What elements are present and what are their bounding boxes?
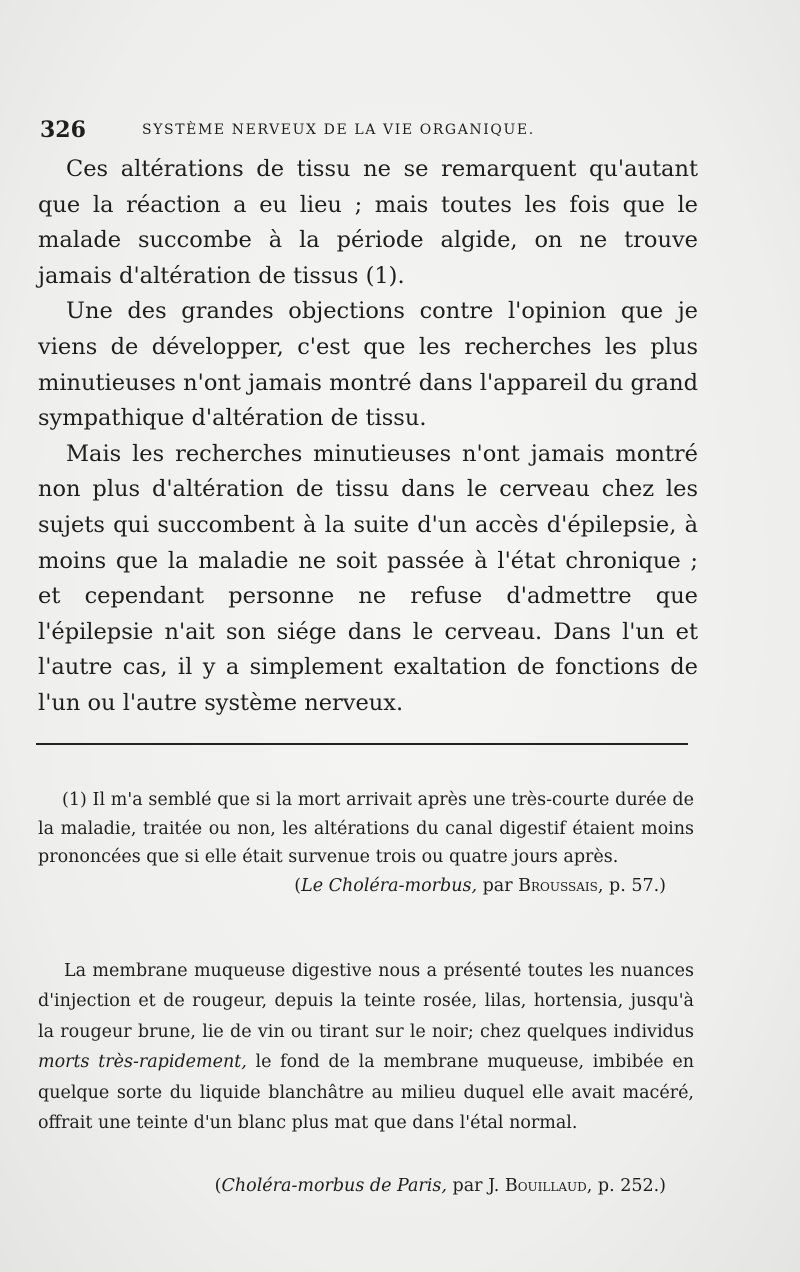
page-header: [40, 117, 720, 143]
page-number: 326: [40, 117, 86, 143]
quoted-passage: [38, 956, 694, 1138]
footnote-body: [38, 786, 694, 872]
footnote-divider: [36, 743, 688, 745]
citation-work-title: Le Choléra-morbus,: [301, 875, 478, 896]
paragraph-2: Une des grandes objections contre l'opinion que je viens de développer, c'est que les recherches les plus minutieuses n'ont jamais montré dans l'appareil du grand sympathique d'altération de tissu.: [38, 298, 698, 432]
footnote-citation: (Le Choléra-morbus, par Broussais, p. 57.): [294, 875, 666, 896]
quote-citation: (Choléra-morbus de Paris, par J. Bouillaud, p. 252.): [214, 1176, 666, 1196]
citation-author: Broussais: [518, 875, 598, 896]
footnote-mark: (1): [62, 790, 87, 810]
quote-citation-work-title: Choléra-morbus de Paris,: [221, 1176, 447, 1196]
running-title: SYSTÈME NERVEUX DE LA VIE ORGANIQUE.: [142, 122, 535, 138]
quote-emphasis: morts très-rapidement,: [38, 1052, 247, 1073]
quote-body: La membrane muqueuse digestive nous a présenté toutes les nuances d'injection et de rougeur, depuis la teinte rosée, lilas, hortensia, jusqu'à la rougeur brune, lie de vin ou tirant sur le noir; chez quelques individus morts très-rapidement, le fond de la membrane muqueuse, imbibée en quelque sorte du liquide blanchâtre au milieu duquel elle avait macéré, offrait une teinte d'un blanc plus mat que dans l'étal normal.: [38, 961, 694, 1134]
paragraph-3: Mais les recherches minutieuses n'ont jamais montré non plus d'altération de tissu dans le cerveau chez les sujets qui succombent à la suite d'un accès d'épilepsie, à moins que la maladie ne soit passée à l'état chronique ; et cependant personne ne refuse d'admettre que l'épilepsie n'ait son siége dans le cerveau. Dans l'un et l'autre cas, il y a simplement exaltation de fonctions de l'un ou l'autre système nerveux.: [38, 440, 698, 716]
paragraph-1: Ces altérations de tissu ne se remarquent qu'autant que la réaction a eu lieu ; mais toutes les fois que le malade succombe à la période algide, on ne trouve jamais d'altération de tissus (1).: [38, 156, 698, 289]
footnote: [38, 786, 694, 900]
quote-citation-author: Bouillaud: [504, 1176, 587, 1196]
footnote-text: Il m'a semblé que si la mort arrivait après une très-courte durée de la maladie, traitée ou non, les altérations du canal digestif étaient moins prononcées que si elle était survenue trois ou quatre jours après.: [38, 790, 694, 868]
main-text: [38, 152, 698, 722]
